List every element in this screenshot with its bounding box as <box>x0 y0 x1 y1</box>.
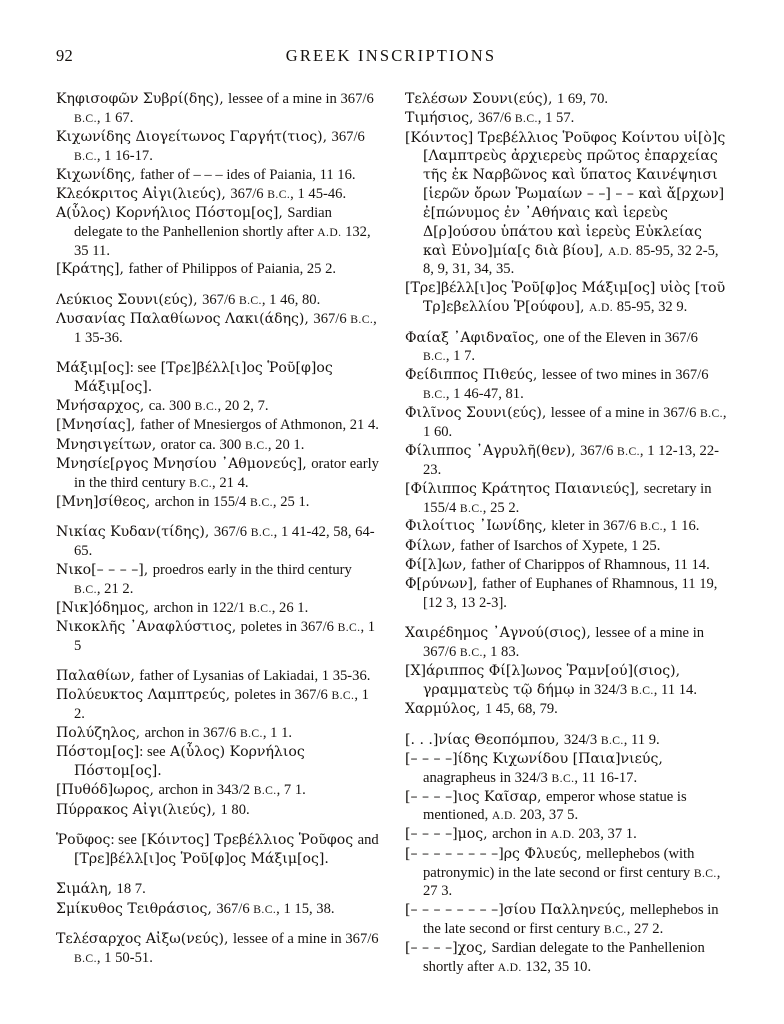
index-entry: Κιχωνίδης, father of – – – ides of Paiania, 11 16. <box>56 166 356 183</box>
index-entry: Σιμάλη, 18 7. <box>56 881 146 898</box>
index-entry: [Χ]άριππος Φί[λ]ωνος Ῥαμν[ού](σιος), γραμματεὺς τῷ δήμῳ in 324/3 B.C., 11 14. <box>405 663 697 698</box>
column-right <box>405 90 728 990</box>
index-entry: [Φίλιππος Κράτητος Παιανιεύς], secretary in 155/4 B.C., 25 2. <box>405 480 712 516</box>
text-columns <box>56 90 728 990</box>
era-abbreviation: B.C. <box>603 922 627 936</box>
greek-text: Α(ὗλος) Κορνήλιος Πόστομ[ος]. <box>74 744 305 780</box>
era-abbreviation: B.C. <box>551 771 575 785</box>
index-entry: [Πυθόδ]ωρος, archon in 343/2 B.C., 7 1. <box>56 782 306 799</box>
entry-group <box>56 523 379 655</box>
greek-text: Τελέσων Σουνι(εύς), <box>405 91 557 107</box>
greek-text: Νικοκλῆς ᾽Αναφλύστιος, <box>56 619 241 636</box>
greek-text: [Χ]άριππος Φί[λ]ωνος Ῥαμν[ού](σιος), γραμματεὺς τῷ δήμῳ <box>405 663 681 698</box>
index-entry: [Μνη]σίθεος, archon in 155/4 B.C., 25 1. <box>56 493 310 510</box>
era-abbreviation: B.C. <box>74 951 97 965</box>
running-title: GREEK INSCRIPTIONS <box>285 46 497 65</box>
era-abbreviation: B.C. <box>239 726 263 740</box>
index-entry: Φ[ρύνων], father of Euphanes of Rhamnous, 11 19, [12 3, 13 2-3]. <box>405 576 718 612</box>
index-entry: [Κόιντος] Τρεβέλλιος Ῥοῦφος Κοίντου υἱ[ὸ]ς [Λαμπτρεὺς ἀρχιερεὺς πρῶτος ἐπαρχείας τῆς ἐκ Ναρβῶνος καὶ ὕπατος Καινέψηισι [ἱερῶν ὄρων Ῥωμαίων – –] – – καὶ ἄ[ρχων] ἐ[πώνυμος ἐν ᾽Αθήναις καὶ ἱερεὺς Δ[ρ]ούσου ὑπάτου καὶ ἱερεὺς Εὐκλείας καὶ Εὐνο]μία[ς διὰ βίου], A.D. 85-95, 32 2-5, 8, 9, 31, 34, 35. <box>405 129 726 278</box>
greek-text: Κιχωνίδης, <box>56 166 140 183</box>
index-entry: [. . .]νίας Θεοπόμπου, 324/3 B.C., 11 9. <box>405 731 660 748</box>
group-separator <box>405 318 728 329</box>
era-abbreviation: B.C. <box>350 313 374 327</box>
greek-text: Λεύκιος Σουνι(εύς), <box>56 291 203 308</box>
era-abbreviation: B.C. <box>189 476 213 490</box>
era-abbreviation: B.C. <box>617 444 640 458</box>
greek-text: [. . .]νίας Θεοπόμπου, <box>405 731 564 748</box>
index-entry: Φιλοίτιος ᾽Ιωνίδης, kleter in 367/6 B.C., 1 16. <box>405 518 700 535</box>
greek-text: Μνησίε[ργος Μνησίου ᾽Αθμονεύς], <box>56 456 312 473</box>
greek-text: Νικίας Κυδαν(τίδης), <box>56 524 214 541</box>
greek-text: Κιχωνίδης Διογείτωνος Γαργήτ(τιος), <box>56 128 332 145</box>
era-abbreviation: B.C. <box>245 438 268 452</box>
greek-text: Σιμάλη, <box>56 881 117 898</box>
greek-text: Φιλοίτιος ᾽Ιωνίδης, <box>405 518 552 535</box>
greek-text: Ῥοῦφος <box>56 832 111 849</box>
group-separator <box>56 820 379 831</box>
greek-text: Φ[ρύνων], <box>405 576 482 593</box>
index-entry: Πύρρακος Αἰγι(λιεύς), 1 80. <box>56 801 250 818</box>
greek-text: Πύρρακος Αἰγι(λιεύς), <box>56 801 221 818</box>
page-header <box>56 46 728 76</box>
index-entry: Νικο[– – – –], proedros early in the third century B.C., 21 2. <box>56 561 352 597</box>
era-abbreviation: A.D. <box>491 809 517 823</box>
era-abbreviation: B.C. <box>253 902 277 916</box>
greek-text: Α(ὗλος) Κορνήλιος Πόστομ[ος], <box>56 205 288 222</box>
index-entry: Πολύευκτος Λαμπτρεύς, poletes in 367/6 B.C., 1 2. <box>56 687 369 722</box>
group-separator <box>405 613 728 624</box>
index-entry: Νικίας Κυδαν(τίδης), 367/6 B.C., 1 41-42, 58, 64-65. <box>56 524 375 559</box>
greek-text: Φίλιππος ᾽Αγρυλῆ(θεν), <box>405 442 581 459</box>
entry-group <box>405 329 728 613</box>
greek-text: Παλαθίων, <box>56 667 140 684</box>
index-entry: Φί[λ]ων, father of Charippos of Rhamnous, 11 14. <box>405 557 710 574</box>
index-entry: Πόστομ[ος]: see Α(ὗλος) Κορνήλιος Πόστομ[ος]. <box>56 744 305 780</box>
era-abbreviation: B.C. <box>640 520 663 534</box>
index-entry: Κηφισοφῶν Συβρί(δης), lessee of a mine in 367/6 B.C., 1 67. <box>56 91 374 126</box>
greek-text: Λυσανίας Παλαθίωνος Λακι(άδης), <box>56 311 314 328</box>
era-abbreviation: B.C. <box>514 112 538 126</box>
index-entry: Ῥοῦφος: see [Κόιντος] Τρεβέλλιος Ῥοῦφος and [Τρε]βέλλ[ι]ος Ῥοῦ[φ]ος Μάξιμ[ος]. <box>56 832 379 867</box>
era-abbreviation: B.C. <box>700 407 723 421</box>
group-separator <box>56 869 379 880</box>
greek-text: Χαρμύλος, <box>405 701 485 718</box>
entry-group <box>56 667 379 820</box>
era-abbreviation: B.C. <box>600 733 624 747</box>
entry-group <box>405 90 728 317</box>
index-entry: Λεύκιος Σουνι(εύς), 367/6 B.C., 1 46, 80. <box>56 291 321 308</box>
column-left <box>56 90 379 990</box>
index-entry: Τελέσαρχος Αἰξω(νεύς), lessee of a mine in 367/6 B.C., 1 50-51. <box>56 930 379 966</box>
index-entry: Κλεόκριτος Αἰγι(λιεύς), 367/6 B.C., 1 45-46. <box>56 185 347 202</box>
era-abbreviation: B.C. <box>194 400 218 414</box>
era-abbreviation: B.C. <box>248 601 272 615</box>
greek-text: Νικο[– – – –], <box>56 561 153 578</box>
index-entry: [Μνησίας], father of Mnesiergos of Athmonon, 21 4. <box>56 417 379 434</box>
index-entry: Χαιρέδημος ᾽Αγνού(σιος), lessee of a mine in 367/6 B.C., 1 83. <box>405 625 705 661</box>
greek-text: [Φίλιππος Κράτητος Παιανιεύς], <box>405 480 644 497</box>
era-abbreviation: B.C. <box>74 111 97 125</box>
entry-group <box>56 880 379 918</box>
entry-group <box>56 291 379 348</box>
era-abbreviation: B.C. <box>250 495 273 509</box>
group-separator <box>56 348 379 359</box>
index-entry: Φίλιππος ᾽Αγρυλῆ(θεν), 367/6 B.C., 1 12-13, 22-23. <box>405 442 719 478</box>
greek-text: [Τρε]βέλλ[ι]ος Ῥοῦ[φ]ος Μάξιμ[ος] υἱὸς [τοῦ Τρ]εβελλίου Ῥ[ούφου], <box>405 280 726 316</box>
era-abbreviation: A.D. <box>588 301 614 315</box>
greek-text: [Πυθόδ]ωρος, <box>56 782 159 799</box>
index-entry: [– – – – – – – –]σίου Παλληνεύς, mellephebos in the late second or first century B.C., 27 2. <box>405 901 719 937</box>
greek-text: Τελέσαρχος Αἰξω(νεύς), <box>56 930 234 947</box>
greek-text: [– – – –]χος, <box>405 939 492 956</box>
greek-text: Κλεόκριτος Αἰγι(λιεύς), <box>56 185 231 202</box>
era-abbreviation: B.C. <box>459 646 483 660</box>
index-entry: Χαρμύλος, 1 45, 68, 79. <box>405 701 558 718</box>
index-entry: Λυσανίας Παλαθίωνος Λακι(άδης), 367/6 B.C., 1 35-36. <box>56 311 377 346</box>
era-abbreviation: B.C. <box>423 388 446 402</box>
index-entry: Μάξιμ[ος]: see [Τρε]βέλλ[ι]ος Ῥοῦ[φ]ος Μάξιμ[ος]. <box>56 359 333 395</box>
greek-text: [Τρε]βέλλ[ι]ος Ῥοῦ[φ]ος Μάξιμ[ος]. <box>74 359 333 395</box>
entry-group <box>56 831 379 869</box>
index-entry: Σμίκυθος Τειθράσιος, 367/6 B.C., 1 15, 38. <box>56 900 335 917</box>
era-abbreviation: B.C. <box>459 501 483 515</box>
index-entry: [Τρε]βέλλ[ι]ος Ῥοῦ[φ]ος Μάξιμ[ος] υἱὸς [τοῦ Τρ]εβελλίου Ῥ[ούφου], A.D. 85-95, 32 9. <box>405 280 726 316</box>
era-abbreviation: A.D. <box>497 960 522 974</box>
index-entry: Κιχωνίδης Διογείτωνος Γαργήτ(τιος), 367/6 B.C., 1 16-17. <box>56 128 365 164</box>
greek-text: [Κράτης], <box>56 261 129 278</box>
greek-text: [Κόιντος] Τρεβέλλιος Ῥοῦφος <box>136 832 358 849</box>
greek-text: [Μνη]σίθεος, <box>56 493 155 510</box>
greek-text: [Νικ]όδημος, <box>56 599 154 616</box>
era-abbreviation: B.C. <box>250 526 274 540</box>
era-abbreviation: B.C. <box>74 582 97 596</box>
era-abbreviation: B.C. <box>238 293 262 307</box>
greek-text: [Μνησίας], <box>56 417 140 434</box>
greek-text: [– – – –]ιος Καῖσαρ, <box>405 788 546 805</box>
entry-group <box>405 624 728 719</box>
era-abbreviation: B.C. <box>693 866 717 880</box>
greek-text: Κηφισοφῶν Συβρί(δης), <box>56 91 229 107</box>
greek-text: Φαίαξ ᾽Αφιδναῖος, <box>405 329 544 346</box>
entry-group <box>56 90 379 279</box>
index-entry: Τελέσων Σουνι(εύς), 1 69, 70. <box>405 91 609 107</box>
entry-group <box>56 930 379 967</box>
group-separator <box>56 656 379 667</box>
greek-text: Πολύευκτος Λαμπτρεύς, <box>56 687 235 704</box>
greek-text: Φίλων, <box>405 537 461 554</box>
index-entry: [– – – –]χος, Sardian delegate to the Panhellenion shortly after A.D. 132, 35 10. <box>405 939 705 975</box>
index-entry: Α(ὗλος) Κορνήλιος Πόστομ[ος], Sardian delegate to the Panhellenion shortly after A.D. 132, 35 11. <box>56 205 371 259</box>
era-abbreviation: B.C. <box>253 784 277 798</box>
index-entry: [– – – –]μος, archon in A.D. 203, 37 1. <box>405 826 637 843</box>
index-entry: Φίλων, father of Isarchos of Xypete, 1 25. <box>405 537 661 554</box>
group-separator <box>56 512 379 523</box>
greek-text: [– – – –]ίδης Κιχωνίδου [Παια]νιεύς, <box>405 750 663 767</box>
index-entry: Φιλῖνος Σουνι(εύς), lessee of a mine in 367/6 B.C., 1 60. <box>405 405 727 440</box>
index-entry: Παλαθίων, father of Lysanias of Lakiadai, 1 35-36. <box>56 667 371 684</box>
greek-text: Σμίκυθος Τειθράσιος, <box>56 900 217 917</box>
entry-group <box>56 359 379 512</box>
entry-group <box>405 731 728 977</box>
group-separator <box>56 280 379 291</box>
greek-text: Χαιρέδημος ᾽Αγνού(σιος), <box>405 625 596 642</box>
greek-text: [Κόιντος] Τρεβέλλιος Ῥοῦφος Κοίντου υἱ[ὸ]ς [Λαμπτρεὺς ἀρχιερεὺς πρῶτος ἐπαρχείας τῆς ἐκ Ναρβῶνος καὶ ὕπατος Καινέψηισι [ἱερῶν ὄρων Ῥωμαίων – –] – – καὶ ἄ[ρχων] ἐ[πώνυμος ἐν ᾽Αθήναις καὶ ἱερεὺς Δ[ρ]ούσου ὑπάτου καὶ ἱερεὺς Εὐκλείας καὶ Εὐνο]μία[ς διὰ βίου], <box>405 129 726 259</box>
index-entry: Πολύζηλος, archon in 367/6 B.C., 1 1. <box>56 724 293 741</box>
index-entry: Φείδιππος Πιθεύς, lessee of two mines in 367/6 B.C., 1 46-47, 81. <box>405 367 709 403</box>
greek-text: Φί[λ]ων, <box>405 557 472 574</box>
index-entry: Τιμήσιος, 367/6 B.C., 1 57. <box>405 110 575 127</box>
index-entry: Μνήσαρχος, ca. 300 B.C., 20 2, 7. <box>56 398 269 415</box>
greek-text: Τιμήσιος, <box>405 110 479 127</box>
greek-text: [Τρε]βέλλ[ι]ος Ῥοῦ[φ]ος Μάξιμ[ος]. <box>74 850 329 867</box>
era-abbreviation: B.C. <box>337 621 361 635</box>
era-abbreviation: B.C. <box>630 683 654 697</box>
group-separator <box>405 720 728 731</box>
greek-text: [– – – – – – – –]σίου Παλληνεύς, <box>405 901 630 918</box>
index-entry: [– – – –]ίδης Κιχωνίδου [Παια]νιεύς, anagrapheus in 324/3 B.C., 11 16-17. <box>405 750 663 786</box>
index-entry: Μνησιγείτων, orator ca. 300 B.C., 20 1. <box>56 436 305 453</box>
era-abbreviation: A.D. <box>550 828 575 842</box>
index-entry: Νικοκλῆς ᾽Αναφλύστιος, poletes in 367/6 B.C., 1 5 <box>56 619 376 654</box>
greek-text: [– – – – – – – –]ρς Φλυεύς, <box>405 845 587 862</box>
greek-text: Φείδιππος Πιθεύς, <box>405 367 542 384</box>
greek-text: Πόστομ[ος] <box>56 744 140 761</box>
era-abbreviation: B.C. <box>423 350 446 364</box>
index-entry: [Κράτης], father of Philippos of Paiania, 25 2. <box>56 261 337 278</box>
index-entry: Φαίαξ ᾽Αφιδναῖος, one of the Eleven in 367/6 B.C., 1 7. <box>405 329 698 365</box>
era-abbreviation: A.D. <box>608 244 633 258</box>
index-entry: [– – – – – – – –]ρς Φλυεύς, mellephebos (with patronymic) in the late second or first century B.C., 27 3. <box>405 845 721 899</box>
greek-text: [– – – –]μος, <box>405 826 493 843</box>
greek-text: Μνήσαρχος, <box>56 398 149 415</box>
greek-text: Μάξιμ[ος] <box>56 359 130 376</box>
greek-text: Μνησιγείτων, <box>56 436 161 453</box>
index-entry: [– – – –]ιος Καῖσαρ, emperor whose statue is mentioned, A.D. 203, 37 5. <box>405 788 687 824</box>
group-separator <box>56 919 379 930</box>
index-entry: Μνησίε[ργος Μνησίου ᾽Αθμονεύς], orator early in the third century B.C., 21 4. <box>56 456 379 491</box>
greek-text: Φιλῖνος Σουνι(εύς), <box>405 405 551 422</box>
page-number: 92 <box>56 46 74 65</box>
index-entry: [Νικ]όδημος, archon in 122/1 B.C., 26 1. <box>56 599 309 616</box>
era-abbreviation: B.C. <box>74 149 97 163</box>
era-abbreviation: B.C. <box>331 689 355 703</box>
era-abbreviation: A.D. <box>317 226 342 240</box>
era-abbreviation: B.C. <box>267 187 291 201</box>
greek-text: Πολύζηλος, <box>56 724 145 741</box>
